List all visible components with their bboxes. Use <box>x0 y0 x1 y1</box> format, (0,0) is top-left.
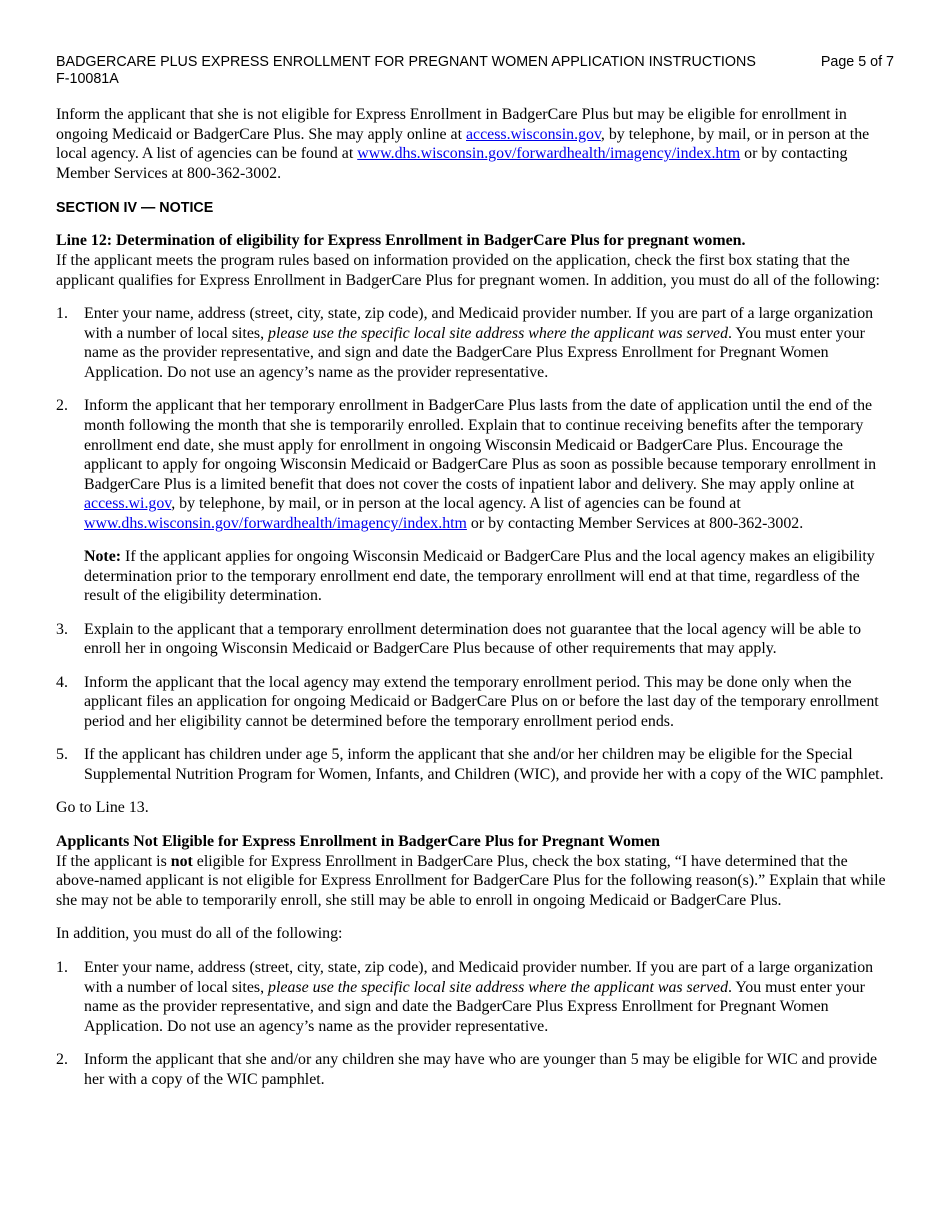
list-item: 3. Explain to the applicant that a temporary enrollment determination does not guarantee that the local agency will be able to enroll her in ongoing Wisconsin Medicaid or BadgerCare Plus because of other requirements that may apply. <box>56 620 862 658</box>
eligible-steps-list <box>56 304 894 784</box>
line12-paragraph <box>56 231 894 290</box>
intro-paragraph: Inform the applicant that she is not eligible for Express Enrollment in BadgerCare Plus but may be eligible for enrollment in ongoing Medicaid or BadgerCare Plus. She may apply online at access.wisconsin.gov, by telephone, by mail, or in person at the local agency. A list of agencies can be found at www.dhs.wisconsin.gov/forwardhealth/imagency/index.htm or by contacting Member Services at 800-362-3002. <box>56 106 870 182</box>
page-header <box>56 54 894 88</box>
access-wisconsin-link[interactable]: access.wisconsin.gov <box>465 125 601 143</box>
agency-list-link[interactable]: www.dhs.wisconsin.gov/forwardhealth/imagency/index.htm <box>84 514 467 532</box>
list-item: 4. Inform the applicant that the local agency may extend the temporary enrollment period. This may be done only when the applicant files an application for ongoing Medicaid or BadgerCare Plus on or before the last day of the temporary enrollment period and her eligibility cannot be determined before the temporary enrollment period ends. <box>56 673 879 731</box>
list-item: 2. Inform the applicant that she and/or any children she may have who are younger than 5 may be eligible for WIC and provide her with a copy of the WIC pamphlet. <box>56 1051 878 1088</box>
line12-heading: Line 12: Determination of eligibility for Express Enrollment in BadgerCare Plus for pregnant women. <box>56 232 746 250</box>
agency-list-link[interactable]: www.dhs.wisconsin.gov/forwardhealth/imagency/index.htm <box>357 145 741 163</box>
list-item: 1. Enter your name, address (street, city, state, zip code), and Medicaid provider number. If you are part of a large organization with a number of local sites, please use the specific local site address where the applicant was served. You must enter your name as the provider representative, and sign and date the BadgerCare Plus Express Enrollment for Pregnant Women Application. Do not use an agency’s name as the provider representative. <box>56 958 874 1035</box>
line12-body: If the applicant meets the program rules based on information provided on the application, check the first box stating that the applicant qualifies for Express Enrollment in BadgerCare Plus for pregnant women. In addition, you must do all of the following: <box>56 251 880 289</box>
not-eligible-paragraph: Applicants Not Eligible for Express Enrollment in BadgerCare Plus for Pregnant Women If the applicant is not eligible for Express Enrollment in BadgerCare Plus, check the box stating, “I have determined that the above-named applicant is not eligible for Express Enrollment for BadgerCare Plus for the following reason(s).” Explain that while she may not be able to temporarily enroll, she still may be able to enroll in ongoing Medicaid or BadgerCare Plus. <box>56 833 886 909</box>
section-iv-heading: SECTION IV — NOTICE <box>56 200 214 217</box>
note-paragraph: Note: If the applicant applies for ongoing Wisconsin Medicaid or BadgerCare Plus and the local agency makes an eligibility determination prior to the temporary enrollment end date, the temporary enrollment will end at that time, regardless of the result of the eligibility determination. <box>84 548 875 605</box>
not-eligible-heading: Applicants Not Eligible for Express Enrollment in BadgerCare Plus for Pregnant Women <box>56 833 661 850</box>
list-item: 1. Enter your name, address (street, city, state, zip code), and Medicaid provider number. If you are part of a large organization with a number of local sites, please use the specific local site address where the applicant was served. You must enter your name as the provider representative, and sign and date the BadgerCare Plus Express Enrollment for Pregnant Women Application. Do not use an agency’s name as the provider representative. <box>56 305 874 381</box>
access-wi-link[interactable]: access.wi.gov <box>84 495 172 513</box>
header-title: BADGERCARE PLUS EXPRESS ENROLLMENT FOR PREGNANT WOMEN APPLICATION INSTRUCTIONS <box>56 54 756 70</box>
not-eligible-steps-list <box>56 958 894 1089</box>
document-page <box>56 54 894 1103</box>
list-item: 2. Inform the applicant that her temporary enrollment in BadgerCare Plus lasts from the date of application until the end of the month following the month that she is temporarily enrolled. Explain that to continue receiving benefits after the temporary enrollment end date, she must apply for enrollment in ongoing Wisconsin Medicaid or BadgerCare Plus. Encourage the applicant to apply for ongoing Wisconsin Medicaid or BadgerCare Plus as soon as possible because temporary enrollment in BadgerCare Plus is a limited benefit that does not cover the costs of inpatient labor and delivery. She may apply online at access.wi.gov, by telephone, by mail, or in person at the local agency. A list of agencies can be found at www.dhs.wisconsin.gov/forwardhealth/imagency/index.htm or by contacting Member Services at 800-362-3002. Note: If the applicant applies for ongoing Wisconsin Medicaid or BadgerCare Plus and the local agency makes an eligibility determination prior to the temporary enrollment end date, the temporary enrollment will end at that time, regardless of the result of the eligibility determination. <box>56 396 894 606</box>
go-to-line13: Go to Line 13. <box>56 799 149 817</box>
page-number: Page 5 of 7 <box>820 54 894 70</box>
list-item: 5. If the applicant has children under age 5, inform the applicant that she and/or her children may be eligible for the Special Supplemental Nutrition Program for Women, Infants, and Children (WIC), and provide her with a copy of the WIC pamphlet. <box>56 746 884 784</box>
form-number: F-10081A <box>56 71 119 87</box>
addition-paragraph: In addition, you must do all of the following: <box>56 925 343 943</box>
